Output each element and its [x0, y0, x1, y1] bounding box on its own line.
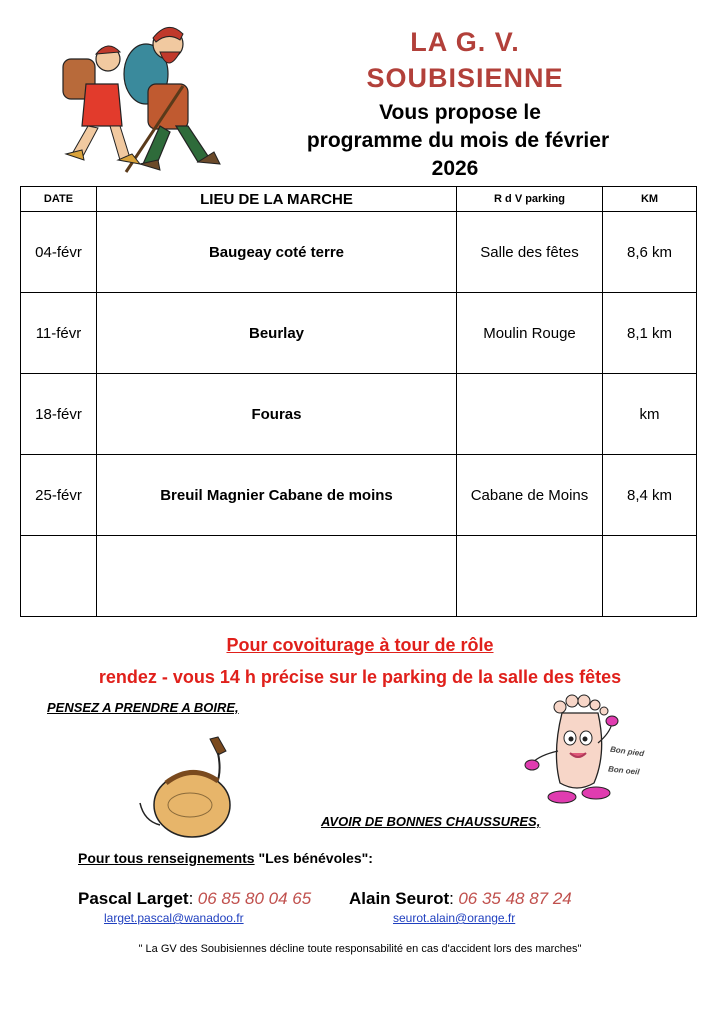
cell-rdv: [457, 536, 603, 617]
drink-reminder: [47, 700, 239, 715]
contact-1-name: Pascal Larget: [78, 889, 189, 908]
subtitle-line-3: 2026: [431, 157, 479, 180]
cell-rdv: [457, 374, 603, 455]
foot-mascot-text-2: Bon oeil: [607, 764, 640, 777]
table-row: [21, 374, 697, 455]
cell-place: [97, 536, 457, 617]
header-place: LIEU DE LA MARCHE: [97, 187, 457, 212]
cell-km: 8,4 km: [603, 455, 697, 536]
cell-km: 8,1 km: [603, 293, 697, 374]
contact-1-phone[interactable]: 06 85 80 04 65: [197, 889, 312, 908]
drink-reminder-a: PENSEZ A PRENDRE: [47, 700, 179, 715]
cell-place: Breuil Magnier Cabane de moins: [97, 455, 457, 536]
cell-date: [21, 536, 97, 617]
contact-2: [349, 889, 572, 909]
contact-1-colon: :: [188, 889, 194, 908]
cell-date: 11-févr: [21, 293, 97, 374]
contact-1-email[interactable]: larget.pascal@wanadoo.fr: [104, 911, 244, 925]
cell-rdv: Cabane de Moins: [457, 455, 603, 536]
contact-2-name: Alain Seurot: [349, 889, 450, 908]
table-header-row: [21, 187, 697, 212]
program-table: [20, 186, 697, 617]
shoes-reminder: AVOIR DE BONNES CHAUSSURES,: [321, 814, 541, 829]
cell-rdv: Salle des fêtes: [457, 212, 603, 293]
foot-mascot-text-1: Bon pied: [609, 744, 645, 759]
cell-km: 8,6 km: [603, 212, 697, 293]
header-date: DATE: [21, 187, 97, 212]
header-rdv: R d V parking: [457, 187, 603, 212]
subtitle-line-1: Vous propose le: [379, 101, 541, 124]
title-line-1: LA G. V.: [410, 27, 520, 57]
subtitle-line-2: programme du mois de février: [306, 129, 610, 152]
cell-km: km: [603, 374, 697, 455]
table-row: [21, 536, 697, 617]
cell-place: Beurlay: [97, 293, 457, 374]
contact-1: [78, 889, 311, 909]
cell-date: 04-févr: [21, 212, 97, 293]
cell-date: 18-févr: [21, 374, 97, 455]
drink-reminder-b: A BOIRE,: [178, 700, 239, 715]
cell-km: [603, 536, 697, 617]
cell-place: Fouras: [97, 374, 457, 455]
contact-2-colon: :: [449, 889, 454, 908]
cell-place: Baugeay coté terre: [97, 212, 457, 293]
header-km: KM: [603, 187, 697, 212]
cell-rdv: Moulin Rouge: [457, 293, 603, 374]
hikers-illustration: [48, 14, 228, 179]
contact-2-email[interactable]: seurot.alain@orange.fr: [393, 911, 516, 925]
cell-date: 25-févr: [21, 455, 97, 536]
table-row: [21, 212, 697, 293]
title-line-2: SOUBISIENNE: [366, 63, 564, 93]
info-value: "Les bénévoles":: [254, 850, 373, 866]
contact-2-phone[interactable]: 06 35 48 87 24: [458, 889, 572, 908]
table-row: [21, 455, 697, 536]
disclaimer: " La GV des Soubisiennes décline toute responsabilité en cas d'accident lors des marches": [138, 943, 582, 955]
table-row: [21, 293, 697, 374]
info-line: [78, 850, 373, 866]
meeting-note: rendez - vous 14 h précise sur le parking de la salle des fêtes: [98, 667, 622, 687]
gourd-illustration: [132, 733, 242, 843]
info-label: Pour tous renseignements: [78, 850, 255, 866]
carpool-note: Pour covoiturage à tour de rôle: [226, 635, 494, 655]
